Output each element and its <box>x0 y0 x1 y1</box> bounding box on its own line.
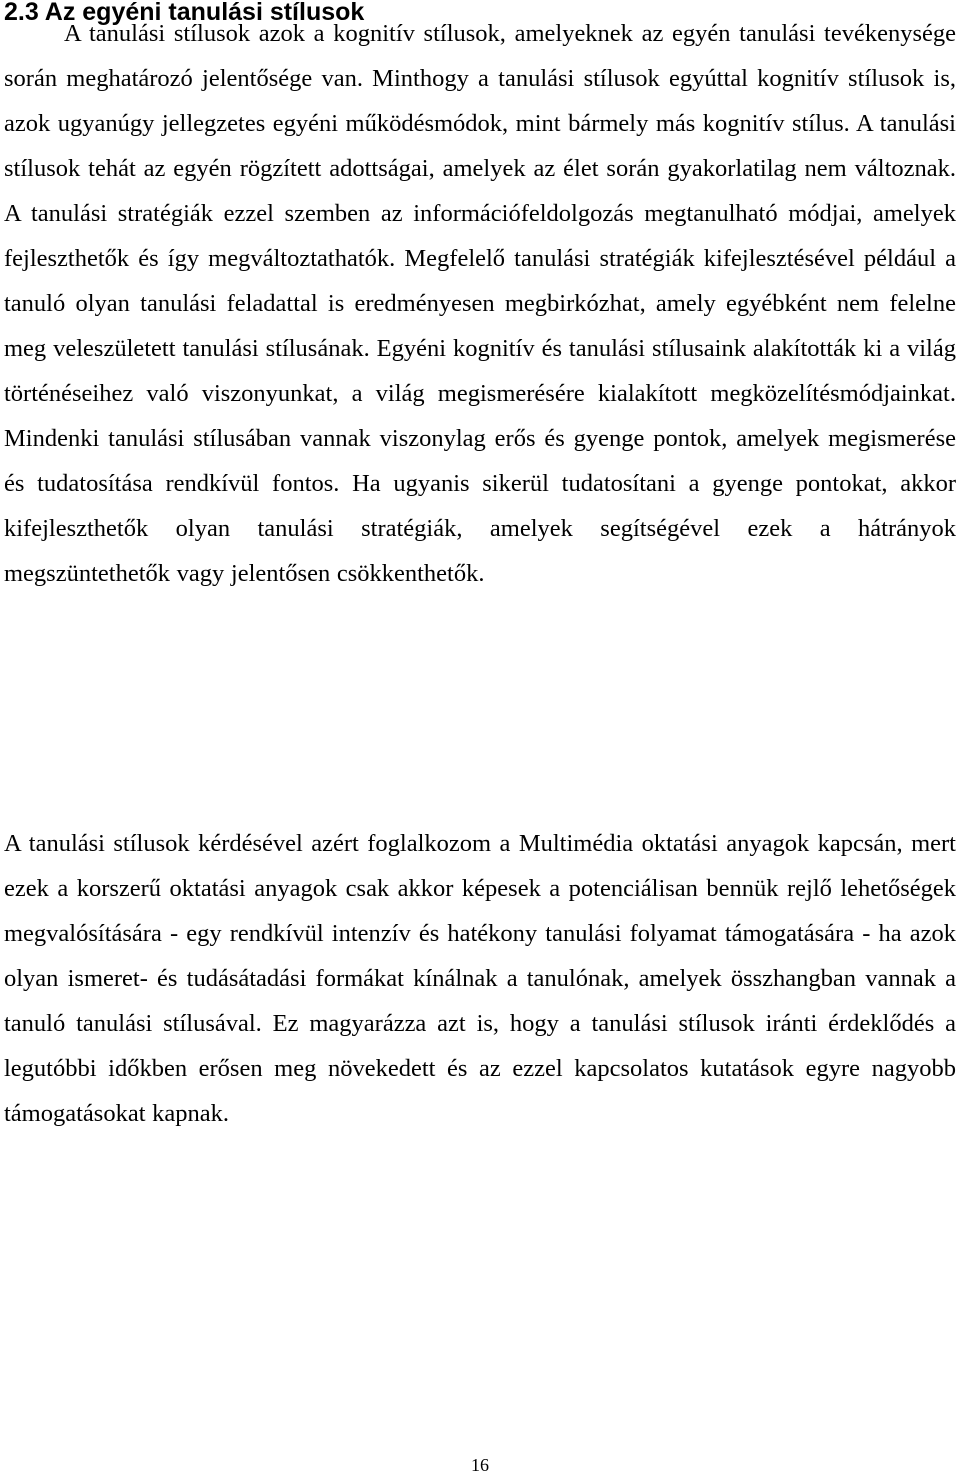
section-heading: 2.3 Az egyéni tanulási stílusok <box>4 0 365 26</box>
paragraph-learning-styles: A tanulási stílusok azok a kognitív stílusok, amelyeknek az egyén tanulási tevékenysége során meghatározó jelentősége van. Minthogy a tanulási stílusok egyúttal kognitív stílusok is, azok ugyanúgy jellegzetes egyéni működésmódok, mint bármely más kognitív stílus. A tanulási stílusok tehát az egyén rögzített adottságai, amelyek az élet során gyakorlatilag nem változnak. A tanulási stratégiák ezzel szemben az információfeldolgozás megtanulható módjai, amelyek fejleszthetők és így megváltoztathatók. Megfelelő tanulási stratégiák kifejlesztésével például a tanuló olyan tanulási feladattal is eredményesen megbirkózhat, amely egyébként nem felelne meg veleszületett tanulási stílusának. Egyéni kognitív és tanulási stílusaink alakították ki a világ történéseihez való viszonyunkat, a világ megismerésére kialakított megközelítésmódjainkat. Mindenki tanulási stílusában vannak viszonylag erős és gyenge pontok, amelyek megismerése és tudatosítása rendkívül fontos. Ha ugyanis sikerül tudatosítani a gyenge pontokat, akkor kifejleszthetők olyan tanulási stratégiák, amelyek segítségével ezek a hátrányok megszüntethetők vagy jelentősen csökkenthetők. <box>4 20 956 587</box>
page-number: 16 <box>471 1455 489 1475</box>
paragraph-multimedia: A tanulási stílusok kérdésével azért foglalkozom a Multimédia oktatási anyagok kapcsán, mert ezek a korszerű oktatási anyagok csak akkor képesek a potenciálisan bennük rejlő lehetőségek megvalósítására - egy rendkívül intenzív és hatékony tanulási folyamat támogatására - ha azok olyan ismeret- és tudásátadási formákat kínálnak a tanulónak, amelyek összhangban vannak a tanuló tanulási stílusával. Ez magyarázza azt is, hogy a tanulási stílusok iránti érdeklődés a legutóbbi időkben erősen meg növekedett és az ezzel kapcsolatos kutatások egyre nagyobb támogatásokat kapnak. <box>4 830 956 1127</box>
